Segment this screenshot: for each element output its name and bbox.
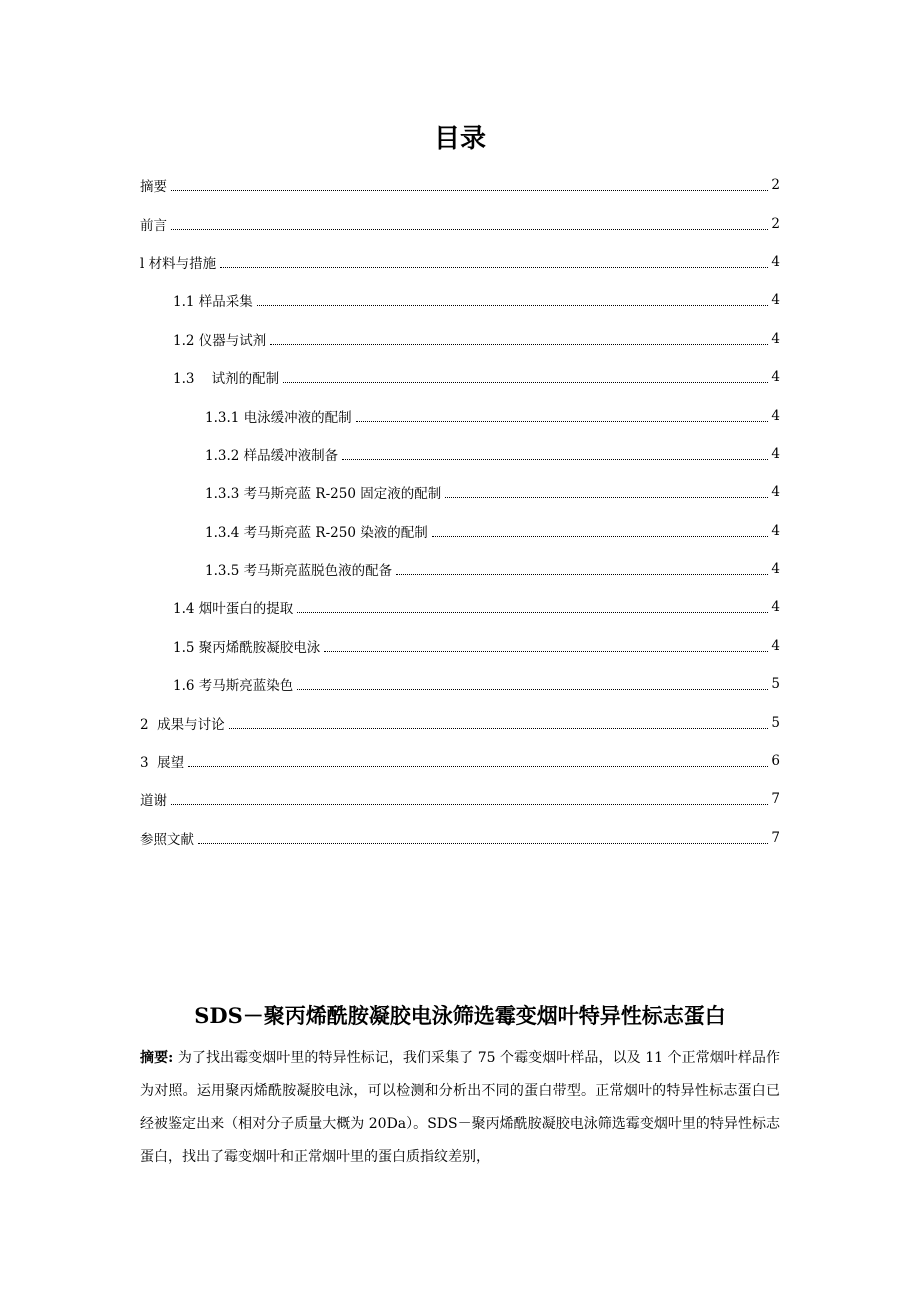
toc-entry[interactable]	[140, 665, 780, 703]
abstract-text: 为了找出霉变烟叶里的特异性标记，我们采集了 75 个霉变烟叶样品，以及 11 个正常烟叶样品作为对照。运用聚丙烯酰胺凝胶电泳，可以检测和分析出不同的蛋白带型。正常烟叶的特异性标志蛋白已经被鉴定出来（相对分子质量大概为 20Da）。SDS－聚丙烯酰胺凝胶电泳筛选霉变烟叶里的特异性标志蛋白，找出了霉变烟叶和正常烟叶里的蛋白质指纹差别，	[140, 1050, 780, 1165]
toc-entry-page: 5	[771, 676, 780, 693]
toc-entry-page: 4	[771, 407, 780, 424]
toc-entry-page: 4	[771, 522, 780, 539]
toc-entry-label: 参照文献	[140, 831, 194, 848]
toc-entry-label: 1.3.5 考马斯亮蓝脱色液的配备	[205, 563, 393, 580]
toc-entry-page: 7	[771, 791, 780, 808]
dot-leader	[396, 573, 768, 575]
toc-entry-page: 4	[771, 637, 780, 654]
toc-entry-page: 4	[771, 445, 780, 462]
toc-entry-label: 1.3.4 考马斯亮蓝 R-250 染液的配制	[205, 524, 428, 541]
dot-leader	[283, 381, 768, 383]
toc-entry[interactable]	[140, 396, 780, 434]
toc-entry-page: 4	[771, 599, 780, 616]
dot-leader	[198, 842, 768, 844]
dot-leader	[445, 496, 768, 498]
toc-entry-page: 2	[771, 215, 780, 232]
toc-entry[interactable]	[140, 281, 780, 319]
toc-entry-page: 7	[771, 829, 780, 846]
toc-entry-label: l 材料与措施	[140, 255, 217, 272]
dot-leader	[171, 803, 768, 805]
paper-title: SDS－聚丙烯酰胺凝胶电泳筛选霉变烟叶特异性标志蛋白	[194, 1003, 726, 1028]
toc-title: 目录	[433, 124, 486, 154]
toc-entry-page: 4	[771, 253, 780, 270]
dot-leader	[171, 228, 768, 230]
toc-entry[interactable]	[140, 588, 780, 626]
dot-leader	[220, 266, 768, 268]
toc-entry[interactable]	[140, 435, 780, 473]
abstract-paragraph	[140, 1042, 780, 1174]
toc-entry-page: 2	[771, 177, 780, 194]
toc-entry-label: 1.1 样品采集	[173, 294, 253, 311]
toc-entry[interactable]	[140, 243, 780, 281]
toc-entry[interactable]	[140, 742, 780, 780]
toc-entry[interactable]	[140, 627, 780, 665]
abstract-label: 摘要:	[140, 1050, 174, 1066]
dot-leader	[356, 420, 769, 422]
toc-entry-label: 1.3.2 样品缓冲液制备	[205, 447, 339, 464]
toc-entry-label: 3 展望	[140, 755, 185, 772]
toc-entry[interactable]	[140, 780, 780, 818]
table-of-contents	[140, 166, 780, 857]
dot-leader	[171, 189, 768, 191]
dot-leader	[229, 727, 769, 729]
toc-entry-label: 前言	[140, 217, 167, 234]
toc-entry-page: 4	[771, 561, 780, 578]
dot-leader	[297, 611, 768, 613]
toc-entry[interactable]	[140, 512, 780, 550]
toc-entry-label: 1.2 仪器与试剂	[173, 332, 267, 349]
dot-leader	[270, 343, 768, 345]
toc-entry-label: 1.3.1 电泳缓冲液的配制	[205, 409, 352, 426]
toc-entry-page: 4	[771, 292, 780, 309]
toc-entry[interactable]	[140, 473, 780, 511]
toc-entry-label: 1.3 试剂的配制	[173, 371, 280, 388]
toc-entry[interactable]	[140, 819, 780, 857]
toc-entry-label: 1.4 烟叶蛋白的提取	[173, 601, 294, 618]
dot-leader	[257, 304, 769, 306]
dot-leader	[297, 688, 768, 690]
toc-entry-label: 1.3.3 考马斯亮蓝 R-250 固定液的配制	[205, 486, 442, 503]
toc-entry[interactable]	[140, 166, 780, 204]
toc-entry-page: 5	[771, 714, 780, 731]
toc-entry[interactable]	[140, 358, 780, 396]
toc-entry-page: 4	[771, 330, 780, 347]
toc-entry-label: 道谢	[140, 793, 167, 810]
dot-leader	[188, 765, 768, 767]
toc-entry-page: 4	[771, 369, 780, 386]
toc-entry[interactable]	[140, 703, 780, 741]
dot-leader	[324, 650, 768, 652]
toc-entry-label: 1.5 聚丙烯酰胺凝胶电泳	[173, 639, 321, 656]
dot-leader	[432, 535, 769, 537]
toc-entry-page: 4	[771, 484, 780, 501]
toc-entry-label: 摘要	[140, 179, 167, 196]
toc-entry-page: 6	[771, 753, 780, 770]
dot-leader	[342, 458, 768, 460]
toc-entry-label: 1.6 考马斯亮蓝染色	[173, 678, 294, 695]
toc-entry-label: 2 成果与讨论	[140, 716, 225, 733]
toc-entry[interactable]	[140, 204, 780, 242]
toc-entry[interactable]	[140, 320, 780, 358]
toc-entry[interactable]	[140, 550, 780, 588]
